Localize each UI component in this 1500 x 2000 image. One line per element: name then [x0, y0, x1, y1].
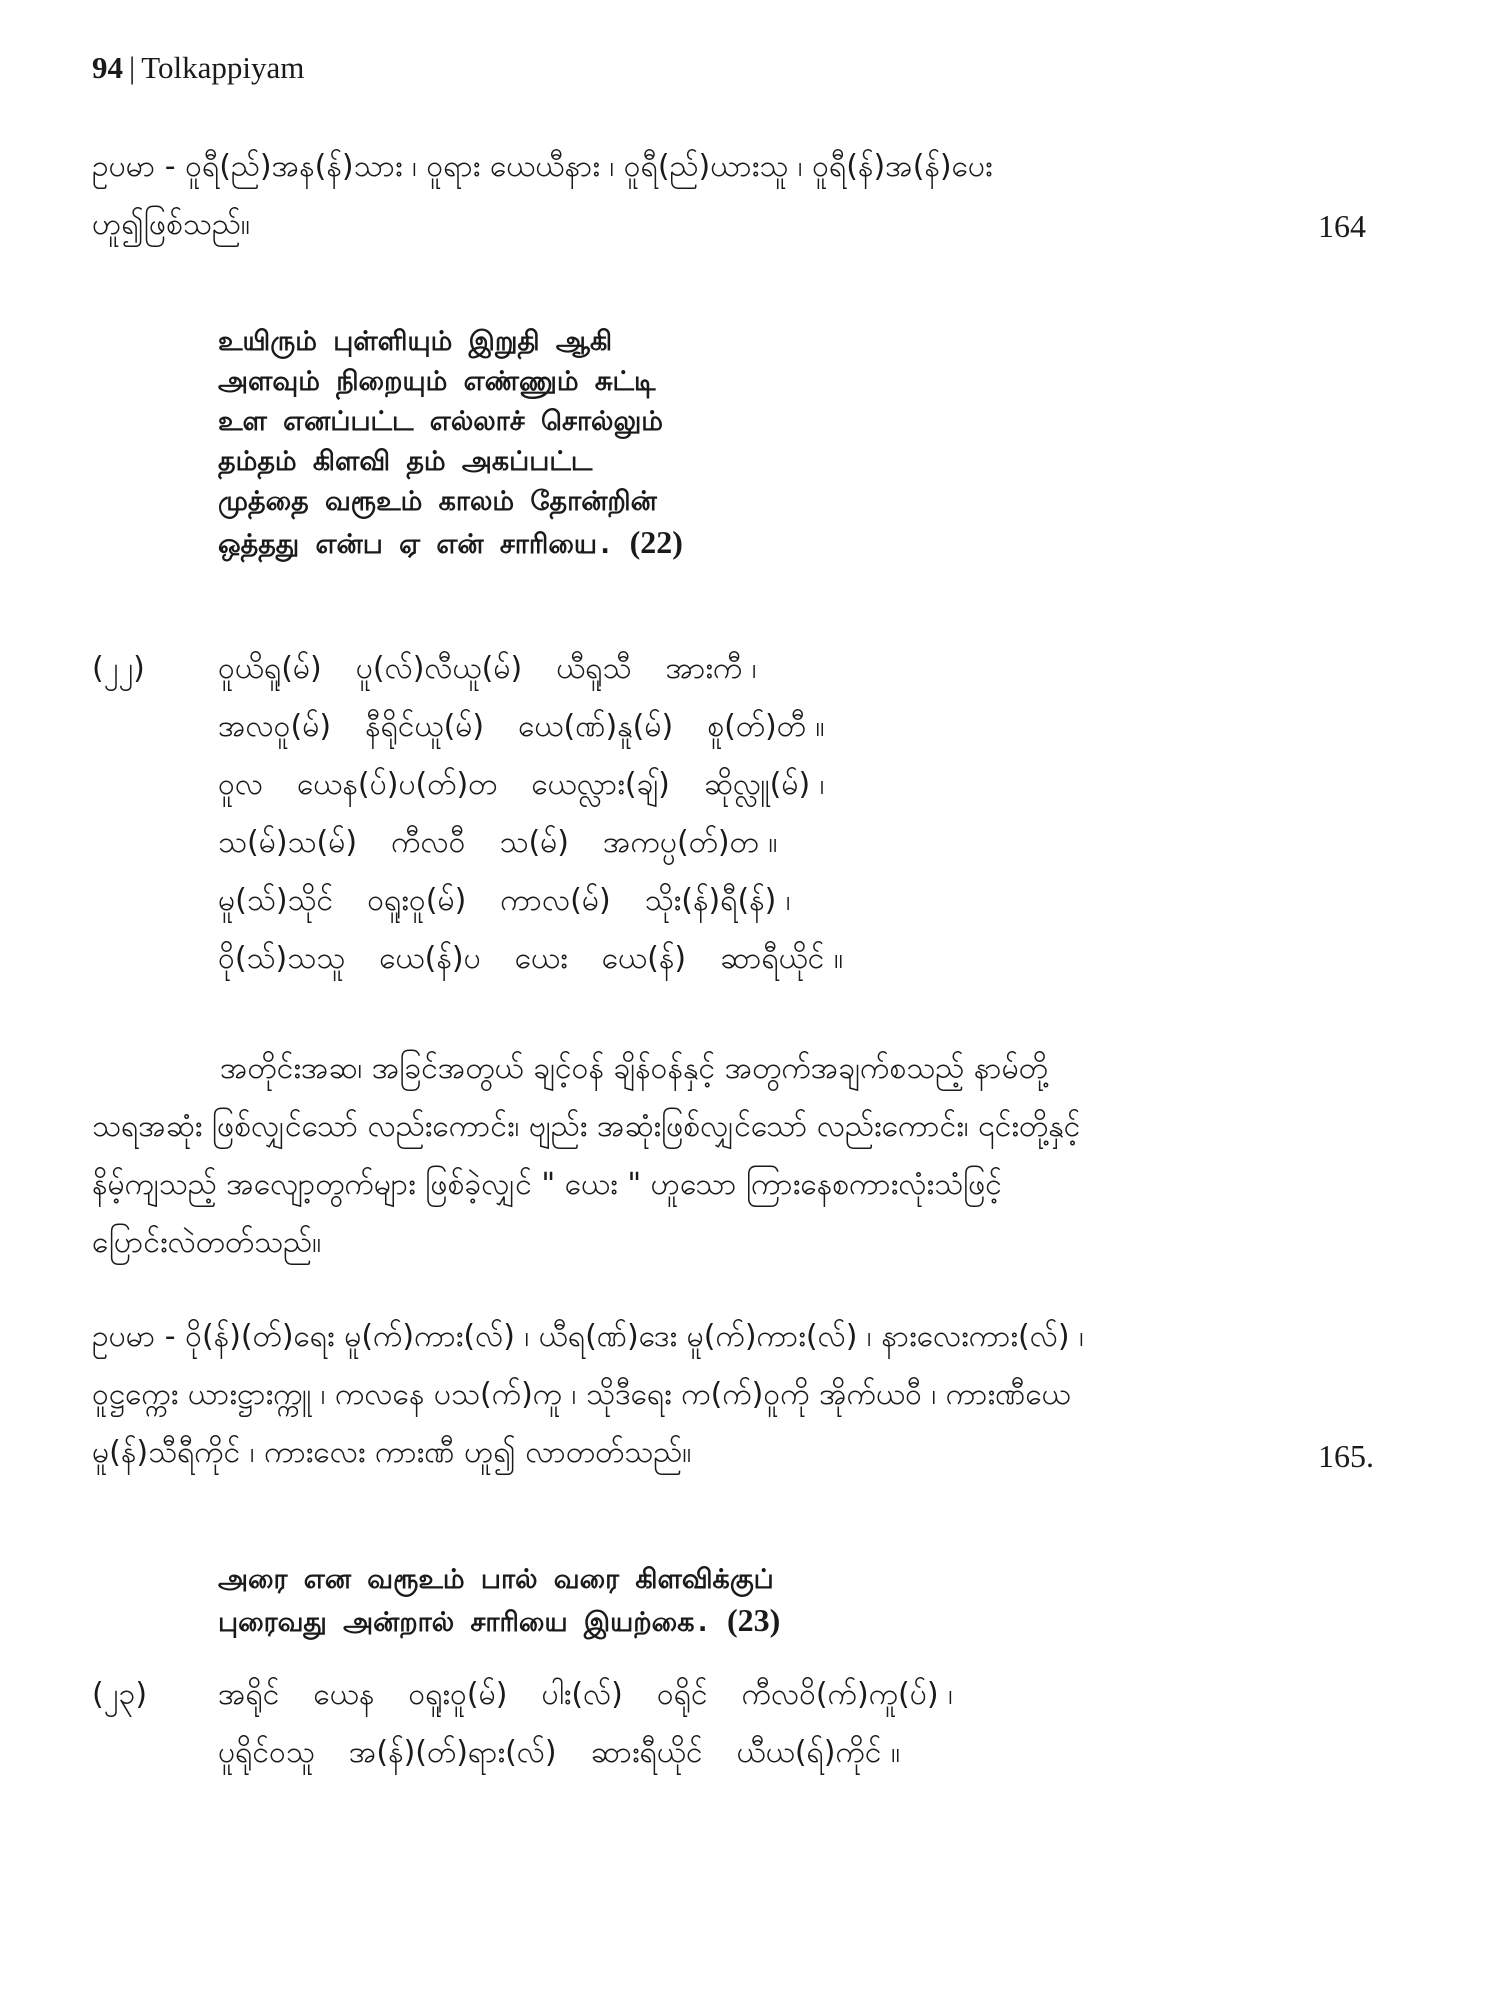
example-paragraph-164	[92, 138, 1422, 254]
verse-label: (၂၂)	[92, 651, 145, 686]
translit-row	[92, 640, 877, 698]
translit-row	[92, 698, 877, 756]
tamil-verse-23	[218, 1560, 780, 1640]
translit-word: နီရိုင်ယူ(မ်)	[365, 709, 485, 744]
tamil-line: உயிரும் புள்ளியும் இறுதி ஆகி	[218, 326, 613, 357]
translit-word: အရိုင်	[218, 1677, 280, 1712]
translit-word: ပါး(လ်)	[541, 1677, 623, 1712]
tamil-line: உள எனப்பட்ட எல்லாச் சொல்லும்	[218, 406, 664, 437]
tamil-line: அரை என வரூஉம் பால் வரை கிளவிக்குப்	[218, 1564, 774, 1595]
translit-word: ယေန(ပ်)ပ(တ်)တ	[296, 767, 498, 802]
translit-word: ဝူလ	[218, 767, 263, 802]
example-paragraph-165	[92, 1308, 1422, 1482]
prose-line: အတိုင်းအဆ၊ အခြင်အတွယ် ချင့်ဝန် ချိန်ဝန်နှင့် အတွက်အချက်စသည့် နာမ်တို့	[220, 1051, 1048, 1086]
sutra-number: (23)	[727, 1602, 781, 1638]
translit-word: ဝို(သ်)သသူ	[218, 941, 346, 976]
prose-line: ဥပမာ - ဝို(န်)(တ်)ရေး မူ(က်)ကား(လ်) ၊ ယီရ(ဏ်)ဒေး မူ(က်)ကား(လ်) ၊ နားလေးကား(လ်) ၊	[92, 1319, 1084, 1354]
translit-word: ယီရူသီ	[556, 651, 632, 686]
translit-word: ဆိုလ္လူ(မ်) ၊	[703, 767, 825, 802]
translit-word: ယီယ(ရ်)ကိုင် ။	[736, 1735, 901, 1770]
translit-word: ဆာရီယိုင် ။	[720, 941, 844, 976]
running-header	[92, 48, 304, 88]
prose-line: ဟူ၍ဖြစ်သည်။	[92, 207, 250, 242]
translit-word: သ(မ်)	[499, 825, 569, 860]
translit-word: ဝူယိရူ(မ်)	[218, 651, 322, 686]
translit-row	[92, 930, 877, 988]
sutra-number: (22)	[629, 524, 683, 560]
translit-row	[92, 814, 877, 872]
prose-line: ဥပမာ - ဝူရီ(ည်)အန(န်)သား ၊ ဝူရား ယေယီနား ၊ ဝူရီ(ည်)ယားသူ ၊ ဝူရီ(န်)အ(န်)ပေး	[92, 149, 993, 184]
translit-row	[92, 756, 877, 814]
verse-label: (၂၃)	[92, 1677, 148, 1712]
translit-word: သ(မ်)သ(မ်)	[218, 825, 358, 860]
tamil-line: தம்தம் கிளவி தம் அகப்பட்ட	[218, 446, 593, 477]
translit-word: ကီလဝီ	[391, 825, 466, 860]
translit-word: ဝရိုင်	[656, 1677, 708, 1712]
translit-word: အကပ္ပ(တ်)တ ။	[603, 825, 778, 860]
translit-row	[92, 1666, 987, 1724]
translit-word: အလဝူ(မ်)	[218, 709, 332, 744]
tamil-line: அளவும் நிறையும் எண்ணும் சுட்டி	[218, 366, 656, 397]
prose-line: မူ(န်)သီရီကိုင် ၊ ကားလေး ကားဏီ ဟူ၍ လာတတ်သည်။	[92, 1435, 692, 1470]
translit-word: ယေန	[313, 1677, 375, 1712]
prose-line: နိမ့်ကျသည့် အလျော့တွက်များ ဖြစ်ခဲ့လျှင် " ယေး " ဟူသော ကြားနေစကားလုံးသံဖြင့်	[92, 1167, 1002, 1202]
translit-word: ယေ(န်)ပ	[379, 941, 481, 976]
translit-word: ဝရူးဝူ(မ်)	[367, 883, 467, 918]
book-title: Tolkappiyam	[141, 50, 305, 85]
translit-word: ကာလ(မ်)	[500, 883, 611, 918]
translit-word: ဆားရီယိုင်	[590, 1735, 703, 1770]
translit-word: ကီလဝိ(က်)ကူ(ပ်) ၊	[741, 1677, 953, 1712]
translit-word: မူ(သ်)သိုင်	[218, 883, 334, 918]
translit-word: ယေ(န်)	[601, 941, 687, 976]
translit-word: အ(န်)(တ်)ရား(လ်)	[348, 1735, 557, 1770]
tamil-verse-22	[218, 322, 683, 562]
translit-word: စူ(တ်)တီ ။	[707, 709, 825, 744]
tamil-line: புரைவது அன்றால் சாரியை இயற்கை.	[218, 1607, 711, 1638]
verse-number-164: 164	[1318, 208, 1366, 244]
commentary-paragraph	[92, 1040, 1422, 1272]
translit-row	[92, 1724, 987, 1782]
prose-line: ပြောင်းလဲတတ်သည်။	[92, 1225, 322, 1260]
tamil-line: முத்தை வரூஉம் காலம் தோன்றின்	[218, 486, 657, 517]
translit-row	[92, 872, 877, 930]
verse-number-165: 165.	[1318, 1438, 1374, 1474]
translit-word: ယေး	[514, 941, 568, 976]
translit-word: သိုး(န်)ရီ(န်) ၊	[644, 883, 791, 918]
translit-word: အားကီ ၊	[665, 651, 757, 686]
translit-word: ယေ(ဏ်)နူ(မ်)	[518, 709, 674, 744]
translit-word: ပူရိုင်ဝသူ	[218, 1735, 315, 1770]
translit-word: ဝရူးဝူ(မ်)	[408, 1677, 508, 1712]
tamil-line: ஒத்தது என்ப ஏ என் சாரியை.	[218, 529, 614, 560]
prose-line: ဝူဋ္ဌက္ကေး ယားဋ္ဌားက္ကူ ၊ ကလနေ ပသ(က်)ကူ ၊ သိုဒီရေး က(က်)ဝူကို အိုက်ယဝီ ၊ ကားဏီယေ	[92, 1377, 1071, 1412]
transliteration-22	[92, 640, 877, 988]
transliteration-23	[92, 1666, 987, 1782]
prose-line: သရအဆုံး ဖြစ်လျှင်သော် လည်းကောင်း၊ ဗျည်း အဆုံးဖြစ်လျှင်သော် လည်းကောင်း၊ ၎င်းတို့နှင့်	[92, 1109, 1081, 1144]
header-separator: |	[129, 50, 136, 85]
page-number: 94	[92, 50, 123, 85]
translit-word: ယေလ္လား(ချ်)	[531, 767, 670, 802]
translit-word: ပူ(လ်)လီယူ(မ်)	[355, 651, 523, 686]
